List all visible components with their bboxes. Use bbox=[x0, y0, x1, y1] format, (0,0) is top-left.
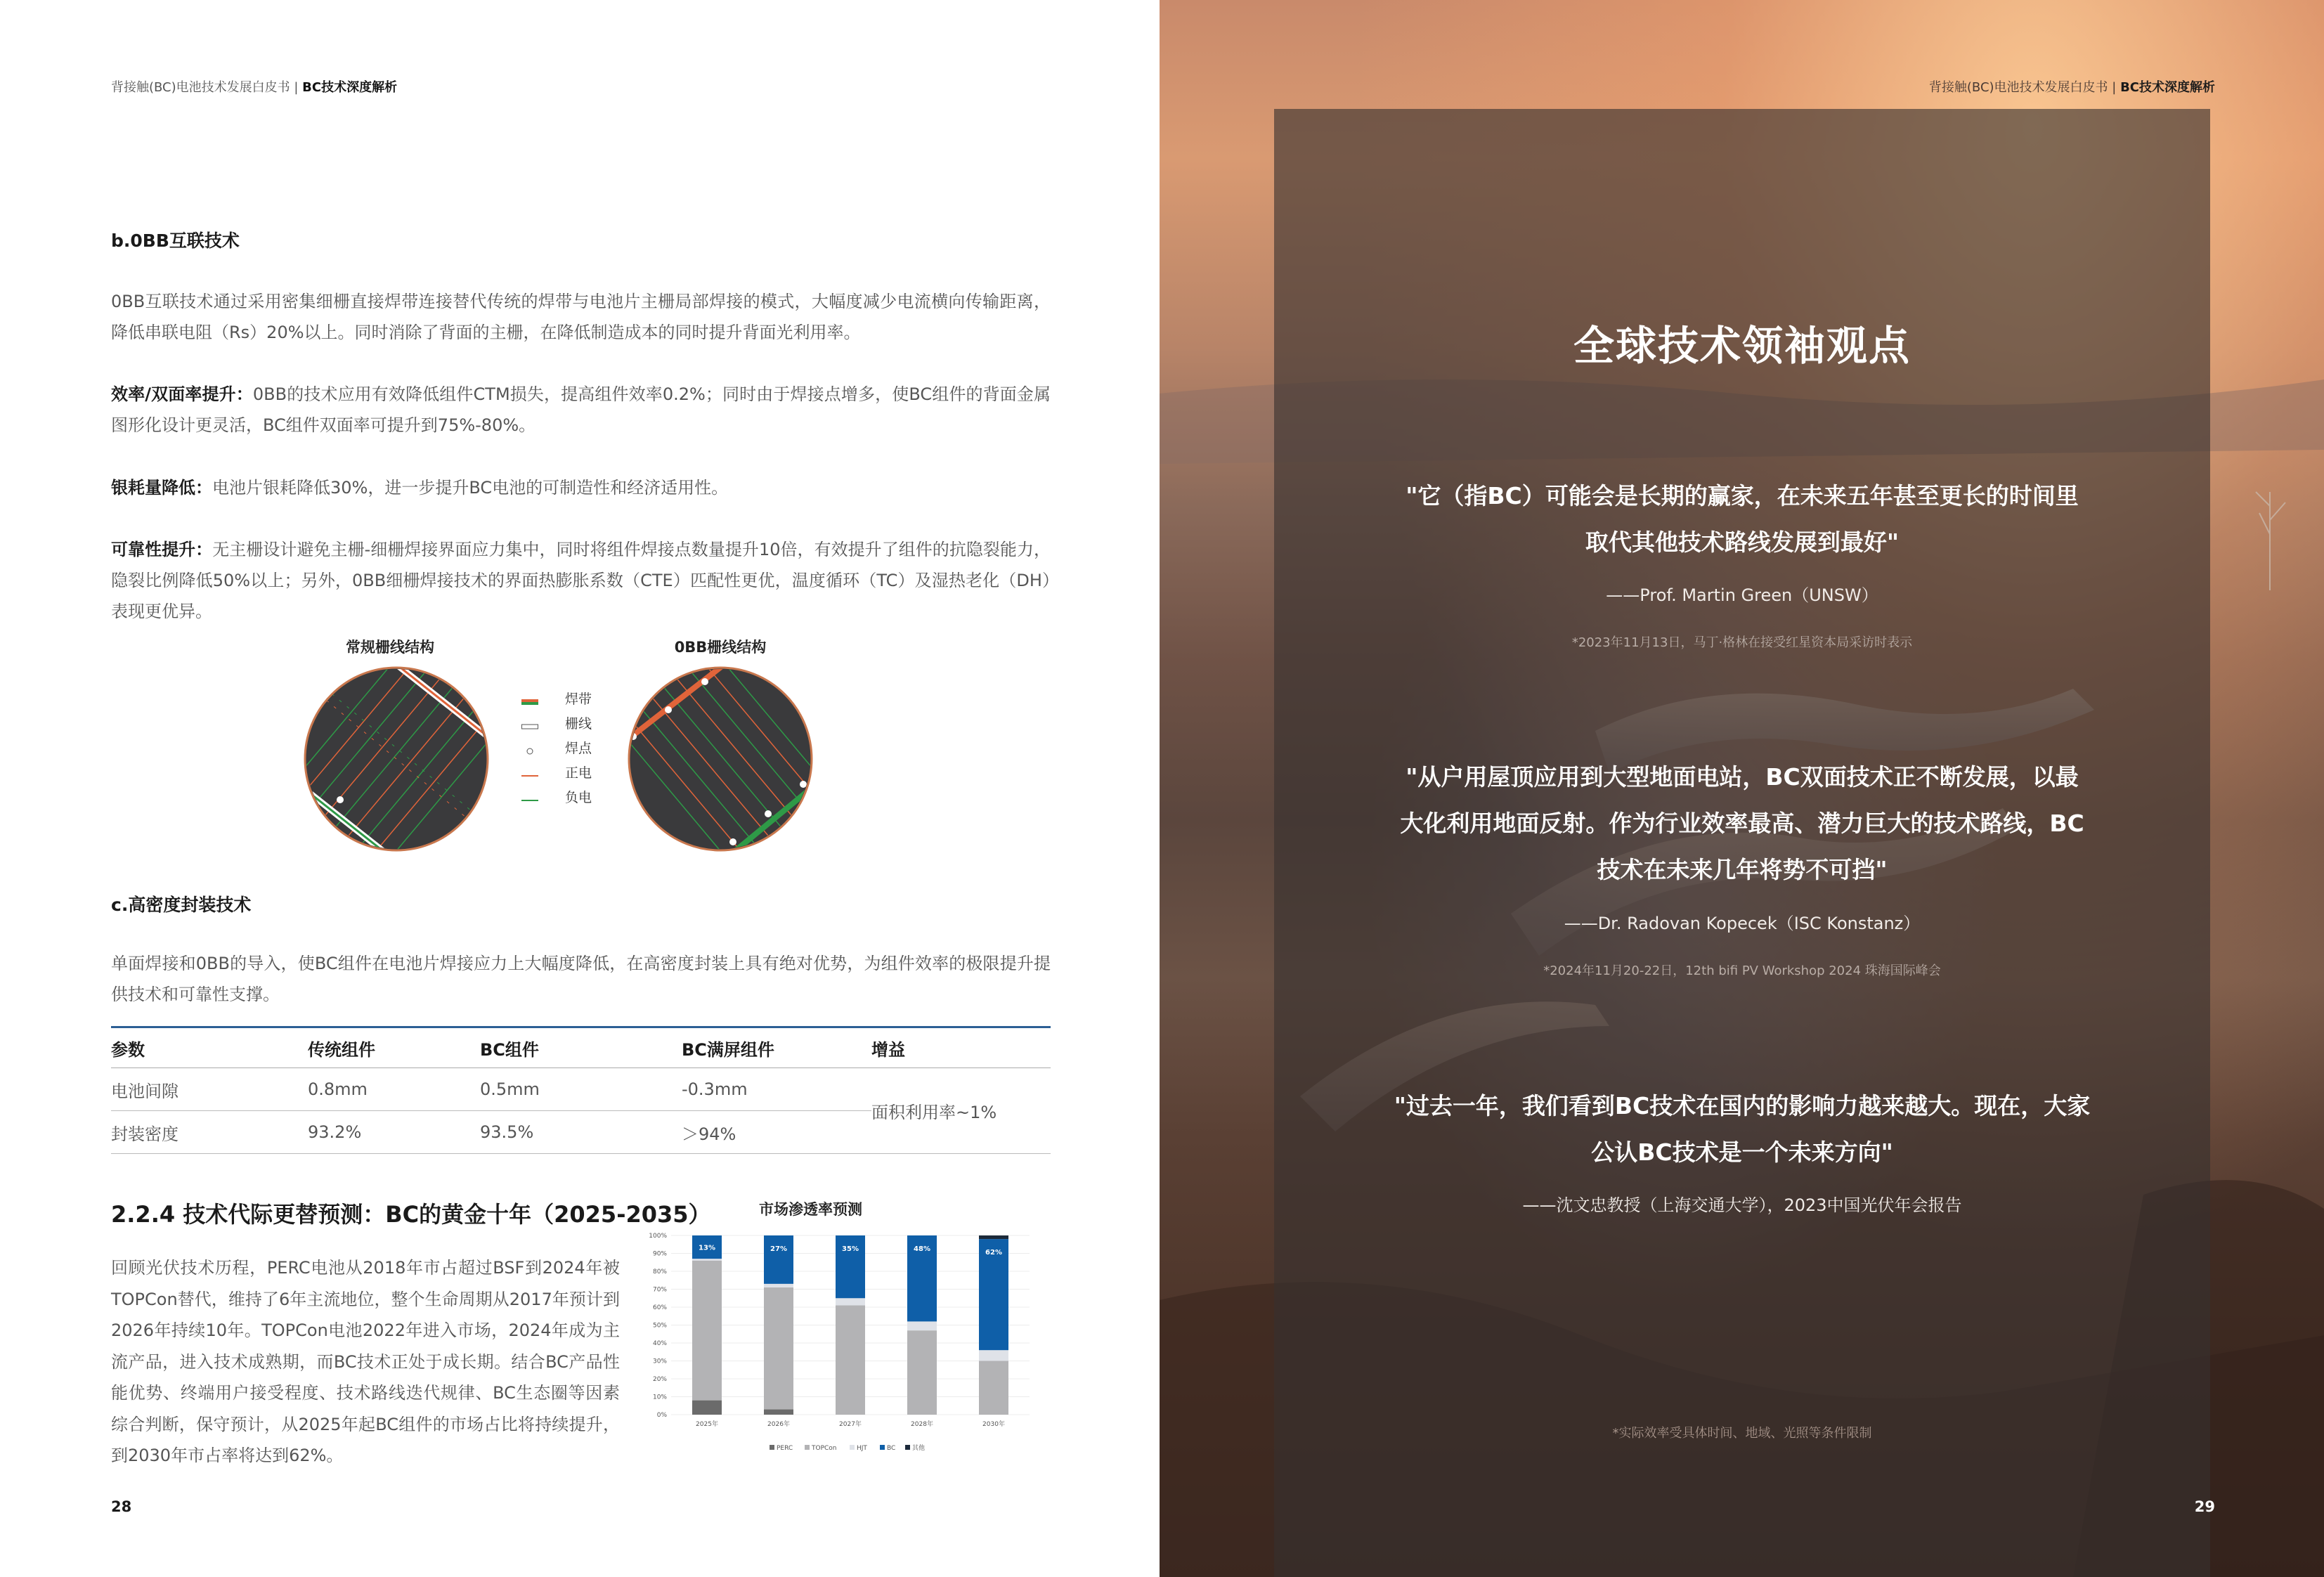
right-page bbox=[1160, 0, 2324, 1577]
y-tick-label: 90% bbox=[652, 1250, 667, 1258]
quote-1-note: *2023年11月13日，马丁·格林在接受红星资本局采访时表示 bbox=[1571, 635, 1913, 650]
table-header-cell: BC满屏组件 bbox=[682, 1027, 871, 1068]
bar-data-label: 35% bbox=[842, 1245, 859, 1253]
page-number-left: 28 bbox=[111, 1498, 132, 1515]
bar-segment-TOPCon bbox=[907, 1330, 937, 1415]
table-header-row bbox=[111, 1027, 1051, 1068]
legend-swatch-BC bbox=[880, 1445, 885, 1450]
bar-segment-其他 bbox=[979, 1235, 1008, 1239]
left-page bbox=[0, 0, 1160, 1577]
bar-data-label: 13% bbox=[699, 1244, 715, 1252]
table-cell: 电池间隙 bbox=[111, 1068, 308, 1111]
0bb-grid-diagram bbox=[628, 666, 813, 852]
table-row bbox=[111, 1068, 1051, 1111]
diagram-title-conventional: 常规栅线结构 bbox=[346, 639, 434, 656]
diagram-title-0bb: 0BB栅线结构 bbox=[674, 639, 767, 656]
label-reliability: 可靠性提升： bbox=[111, 540, 213, 559]
table-gain-cell: 面积利用率~1% bbox=[871, 1068, 1051, 1154]
table-cell: 0.5mm bbox=[480, 1068, 682, 1111]
legend-item-positive: 正电 bbox=[521, 760, 592, 784]
legend-item-negative: 负电 bbox=[521, 784, 592, 809]
paragraph-reliability: 可靠性提升：无主栅设计避免主栅-细栅焊接界面应力集中，同时将组件焊接点数量提升10倍，有效提升了组件的抗隐裂能力，隐裂比例降低50%以上；另外，0BB细栅焊接技术的界面热膨胀系数（CTE）匹配性更优，温度循环（TC）及湿热老化（DH）表现更优异。 bbox=[111, 540, 1051, 621]
y-tick-label: 20% bbox=[652, 1376, 667, 1383]
y-tick-label: 0% bbox=[656, 1412, 667, 1419]
bar-segment-HJT bbox=[836, 1298, 865, 1305]
table-cell: ＞94% bbox=[682, 1111, 871, 1154]
quote-3: "过去一年，我们看到BC技术在国内的影响力越来越大。现在，大家 公认BC技术是一个未来方向" bbox=[1394, 1092, 2091, 1166]
y-tick-label: 30% bbox=[652, 1358, 667, 1365]
paragraph-0bb-intro: 0BB互联技术通过采用密集细栅直接焊带连接替代传统的焊带与电池片主栅局部焊接的模式，大幅度减少电流横向传输距离，降低串联电阻（Rs）20%以上。同时消除了背面的主栅，在降低制造成本的同时提升背面光利用率。 bbox=[111, 292, 1051, 342]
y-tick-label: 60% bbox=[652, 1304, 667, 1311]
x-tick-label: 2028年 bbox=[911, 1421, 933, 1428]
y-tick-label: 40% bbox=[652, 1340, 667, 1347]
paragraph-high-density: 单面焊接和0BB的导入，使BC组件在电池片焊接应力上大幅度降低，在高密度封装上具有绝对优势，为组件效率的极限提升提供技术和可靠性支撑。 bbox=[111, 954, 1051, 1004]
paragraph-silver: 银耗量降低：电池片银耗降低30%，进一步提升BC电池的可制造性和经济适用性。 bbox=[111, 478, 729, 498]
x-tick-label: 2026年 bbox=[767, 1421, 790, 1428]
running-header-right: 背接触(BC)电池技术发展白皮书 | BC技术深度解析 bbox=[1928, 80, 2215, 95]
market-penetration-chart bbox=[643, 1228, 1037, 1460]
legend-label: HJT bbox=[857, 1445, 867, 1452]
legend-swatch-PERC bbox=[770, 1445, 774, 1450]
paragraph-efficiency: 效率/双面率提升：0BB的技术应用有效降低组件CTM损失，提高组件效率0.2%；同时由于焊接点增多，使BC组件的背面金属图形化设计更灵活，BC组件双面率可提升到75%-80%。 bbox=[111, 384, 1051, 435]
table-cell: 封装密度 bbox=[111, 1111, 308, 1154]
y-tick-label: 100% bbox=[649, 1233, 667, 1240]
legend-label: 其他 bbox=[912, 1445, 926, 1452]
x-tick-label: 2027年 bbox=[839, 1421, 862, 1428]
bar-segment-HJT bbox=[979, 1350, 1008, 1361]
y-tick-label: 80% bbox=[652, 1268, 667, 1276]
legend-label: PERC bbox=[777, 1445, 793, 1452]
table-cell: 93.5% bbox=[480, 1111, 682, 1154]
subheading-0bb: b.0BB互联技术 bbox=[111, 231, 240, 251]
table-cell: -0.3mm bbox=[682, 1068, 871, 1111]
legend-swatch-HJT bbox=[850, 1445, 855, 1450]
bar-segment-HJT bbox=[692, 1259, 722, 1261]
quote-3-author: ——沈文忠教授（上海交通大学），2023中国光伏年会报告 bbox=[1522, 1195, 1962, 1215]
table-cell: 93.2% bbox=[308, 1111, 480, 1154]
legend-item-gridline: 栅线 bbox=[521, 710, 592, 735]
header-doc-title: 背接触(BC)电池技术发展白皮书 bbox=[111, 80, 290, 95]
solder-point-icon bbox=[521, 744, 538, 752]
legend-item-ribbon: 焊带 bbox=[521, 686, 592, 710]
bar-segment-TOPCon bbox=[692, 1261, 722, 1401]
y-tick-label: 10% bbox=[652, 1394, 667, 1401]
paragraph-tech-forecast: 回顾光伏技术历程，PERC电池从2018年市占超过BSF到2024年被TOPCon替代，维持了6年主流地位，整个生命周期从2017年预计到2026年持续10年。TOPCon电池2022年进入市场，2024年成为主流产品，进入技术成熟期，而BC技术正处于成长期。结合BC产品性能优势、终端用户接受程度、技术路线迭代规律、BC生态圈等因素综合判断，保守预计，从2025年起BC组件的市场占比将持续提升，到2030年市占率将达到62%。 bbox=[111, 1258, 620, 1465]
header-section: BC技术深度解析 bbox=[302, 80, 398, 95]
bar-data-label: 62% bbox=[985, 1249, 1002, 1257]
gridline-icon bbox=[521, 719, 538, 727]
quote-2-author: ——Dr. Radovan Kopecek（ISC Konstanz） bbox=[1564, 914, 1921, 933]
y-tick-label: 70% bbox=[652, 1286, 667, 1294]
ribbon-icon bbox=[521, 694, 538, 703]
bar-segment-TOPCon bbox=[836, 1305, 865, 1415]
bar-segment-HJT bbox=[764, 1284, 793, 1287]
y-tick-label: 50% bbox=[652, 1322, 667, 1330]
conventional-grid-diagram bbox=[304, 666, 489, 852]
table-cell: 0.8mm bbox=[308, 1068, 480, 1111]
legend-label: TOPCon bbox=[812, 1445, 837, 1452]
diagram-legend bbox=[521, 686, 592, 809]
subheading-high-density: c.高密度封装技术 bbox=[111, 895, 252, 915]
quotes-overlay-panel bbox=[1274, 109, 2210, 1577]
negative-line-icon bbox=[521, 793, 538, 801]
section-title-2-2-4: 2.2.4 技术代际更替预测：BC的黄金十年（2025-2035） bbox=[111, 1201, 711, 1228]
page-number-right: 29 bbox=[2194, 1498, 2215, 1515]
table-header-cell: 传统组件 bbox=[308, 1027, 480, 1068]
bar-data-label: 27% bbox=[770, 1245, 787, 1253]
quote-2: "从户用屋顶应用到大型地面电站，BC双面技术正不断发展，以最 大化利用地面反射。作为行业效率最高、潜力巨大的技术路线，BC 技术在未来几年将势不可挡" bbox=[1400, 763, 2084, 883]
quote-2-note: *2024年11月20-22日，12th bifi PV Workshop 2024 珠海国际峰会 bbox=[1543, 963, 1941, 978]
bar-segment-BC bbox=[764, 1235, 793, 1284]
legend-swatch-其他 bbox=[905, 1445, 910, 1450]
table-header-cell: 增益 bbox=[871, 1027, 1051, 1068]
quote-1: "它（指BC）可能会是长期的赢家，在未来五年甚至更长的时间里 取代其他技术路线发展到最好" bbox=[1406, 482, 2079, 556]
table-header-cell: BC组件 bbox=[480, 1027, 682, 1068]
x-tick-label: 2025年 bbox=[696, 1421, 718, 1428]
positive-line-icon bbox=[521, 768, 538, 777]
quote-1-author: ——Prof. Martin Green（UNSW） bbox=[1606, 585, 1878, 605]
table-header-cell: 参数 bbox=[111, 1027, 308, 1068]
bar-segment-TOPCon bbox=[764, 1287, 793, 1409]
label-efficiency: 效率/双面率提升： bbox=[111, 384, 253, 404]
quotes-title: 全球技术领袖观点 bbox=[1573, 322, 1911, 370]
chart-title: 市场渗透率预测 bbox=[759, 1201, 862, 1218]
x-tick-label: 2030年 bbox=[982, 1421, 1005, 1428]
label-silver: 银耗量降低： bbox=[111, 478, 212, 498]
spec-comparison-table bbox=[111, 1026, 1051, 1154]
bar-segment-HJT bbox=[907, 1321, 937, 1330]
bar-segment-PERC bbox=[764, 1409, 793, 1415]
legend-item-solder-point: 焊点 bbox=[521, 735, 592, 760]
bar-segment-TOPCon bbox=[979, 1361, 1008, 1415]
running-header-left: 背接触(BC)电池技术发展白皮书 | BC技术深度解析 bbox=[111, 80, 398, 95]
bar-segment-PERC bbox=[692, 1401, 722, 1415]
efficiency-footnote: *实际效率受具体时间、地域、光照等条件限制 bbox=[1612, 1426, 1872, 1441]
legend-swatch-TOPCon bbox=[805, 1445, 810, 1450]
bar-data-label: 48% bbox=[914, 1245, 930, 1253]
legend-label: BC bbox=[887, 1445, 896, 1452]
